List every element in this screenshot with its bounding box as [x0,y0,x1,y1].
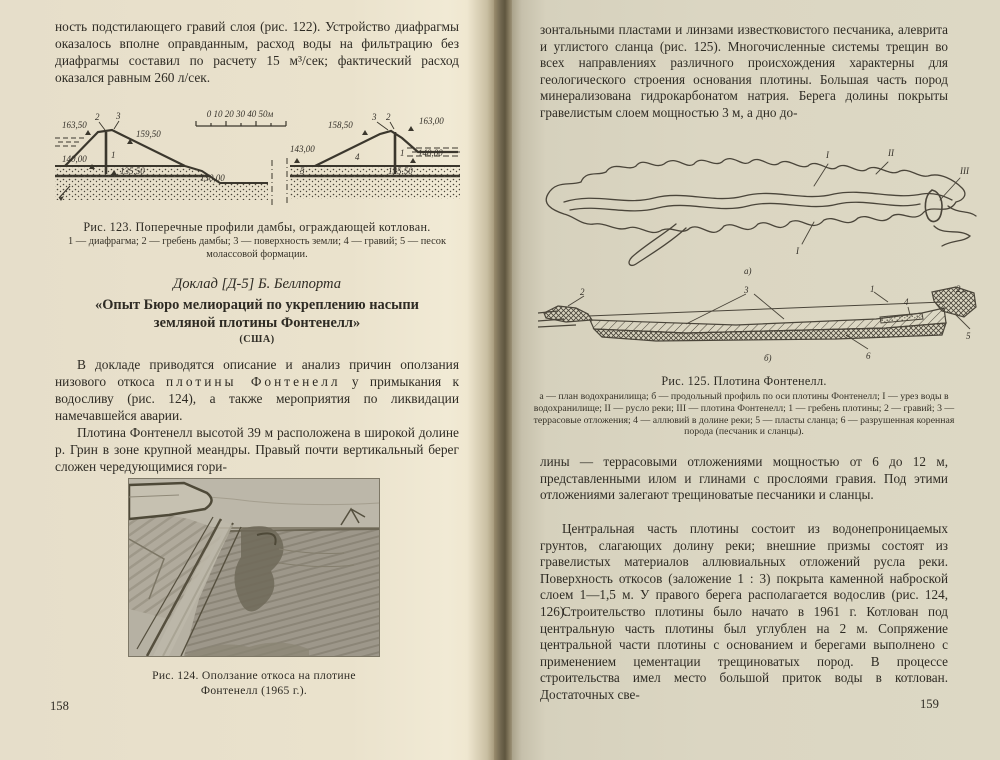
figure-123-legend: 1 — диафрагма; 2 — гребень дамбы; 3 — поверхность земли; 4 — гравий; 5 — песок молассовой формации. [67,236,447,260]
point-label: 1 [400,148,405,158]
point-label: 5 [300,166,305,176]
point-label: 2 [386,112,391,122]
map-label-II: II [888,148,894,158]
figure-124-photo [128,478,380,657]
book-gutter [494,0,514,760]
elevation-label: 130,00 [200,173,225,183]
elevation-label: 140,00 [62,154,87,164]
paragraph: ность подстилающего гравий слоя (рис. 122). Устройство диафрагмы оказалось вполне оправданным, расход воды на фильтрацию без диафрагмы составил по расчету 15 м³/сек; фактический расход оказался равным 260 л/сек. [55,19,459,85]
profile-label-2: 2 [580,287,585,297]
profile-label-1: 1 [870,284,875,294]
figure-123-drawing [50,108,465,214]
map-sublabel-a: а) [744,266,752,276]
figure-124-caption-line2: Фонтенелл (1965 г.). [200,684,308,697]
report-title-line2: земляной плотины Фонтенелл» [153,315,361,331]
figure-124-caption-line1: Рис. 124. Оползание откоса на плотине [152,669,356,682]
page-number: 158 [50,699,69,713]
profile-label-2b: 2 [956,284,961,294]
figure-125-map [536,142,978,278]
paragraph: зонтальными пластами и линзами известковистого песчаника, алеврита и углистого сланца (рис. 125). Многочисленные системы трещин во всех направлениях различного происхождения характерны для геологического строения основания плотины. Большая часть пород минерализована гидрокарбонатом натрия. Берега долины покрыты гравелистым слоем мощностью 3 м, а дно до- [540,22,948,120]
point-label: 3 [116,111,121,121]
paragraph: Строительство плотины было начато в 1961 г. Котлован под центральную часть плотины был углублен на 2 м. Сопряжение центральной части плотины с основанием и берегами выполнено с применением цементации трещиноватых пород. В процессе строительства имел место большой приток воды в котлован. Достаточных све- [540,604,948,702]
emphasized-text: плотины Фонтенелл [165,374,341,389]
paragraph: Плотина Фонтенелл высотой 39 м расположена в широкой долине р. Грин в зоне крупной меандры. Правый почти вертикальный берег сложен чередующимися гори- [55,425,459,474]
map-label-I: I [826,150,829,160]
report-byline: Доклад [Д-5] Б. Беллпорта [172,276,342,292]
paragraph-text: у примыкания к водосливу (рис. 124), а также мероприятия по ликвидации намечавшейся аварии. [55,374,459,423]
paragraph: лины — террасовыми отложениями мощностью от 6 до 12 м, представленными илом и глинами с прослоями гравия. Под этими отложениями залегают трещиноватые песчаники и сланцы. [540,454,948,503]
map-label-III: III [960,166,969,176]
profile-label-3: 3 [744,285,749,295]
figure-125-caption: Рис. 125. Плотина Фонтенелл. [661,374,827,388]
left-page [0,0,497,760]
point-label: 2 [95,112,100,122]
scale-label: 0 10 20 30 40 50м [206,109,274,119]
figure-125-profile [536,283,978,369]
figure-124-caption [118,668,390,698]
paragraph: Центральная часть плотины состоит из водонепроницаемых грунтов, слагающих долину реки; внешние призмы состоят из гравелистых материалов аллювиальных отложений русла реки. Поверхность откосов (заложение 1 : 3) покрыта каменной наброской слоем 1—1,5 м. У правого берега располагается водослив (рис. 124, 126). [540,521,948,619]
right-page [512,0,1000,760]
elevation-label: 163,00 [419,116,444,126]
elevation-label: 163,50 [62,120,87,130]
report-country: (США) [239,334,275,345]
profile-sublabel-b: б) [764,353,772,363]
elevation-label: 140,00 [418,148,443,158]
profile-label-5: 5 [966,331,971,341]
elevation-label: 143,00 [290,144,315,154]
elevation-label: 135,50 [388,166,413,176]
page-number: 159 [920,697,939,711]
paragraph [55,356,459,424]
point-label: 4 [355,152,360,162]
figure-123-caption: Рис. 123. Поперечные профили дамбы, ограждающей котлован. [83,220,431,234]
elevation-label: 159,50 [136,129,161,139]
elevation-label: 158,50 [328,120,353,130]
profile-label-6: 6 [866,351,871,361]
map-label-I2: I [796,246,799,256]
paragraph-text: В докладе приводятся описание и анализ причин оползания низового откоса [55,357,459,389]
point-label: 3 [372,112,377,122]
elevation-label: 135,50 [120,166,145,176]
profile-label-4: 4 [904,297,909,307]
figure-125-legend: а — план водохранилища; б — продольный профиль по оси плотины Фонтенелл; I — урез воды в водохранилище; II — русло реки; III — плотина Фонтенелл; 1 — гребень плотины; 2 — гравий; 3 — террасовые отложения; 4 — аллювий в долине реки; 5 — пласты сланца; 6 — разрушенная коренная порода (песчаник и сланцы). [533,391,955,438]
report-title-line1: «Опыт Бюро мелиораций по укреплению насыпи [95,297,419,313]
point-label: 1 [111,150,116,160]
